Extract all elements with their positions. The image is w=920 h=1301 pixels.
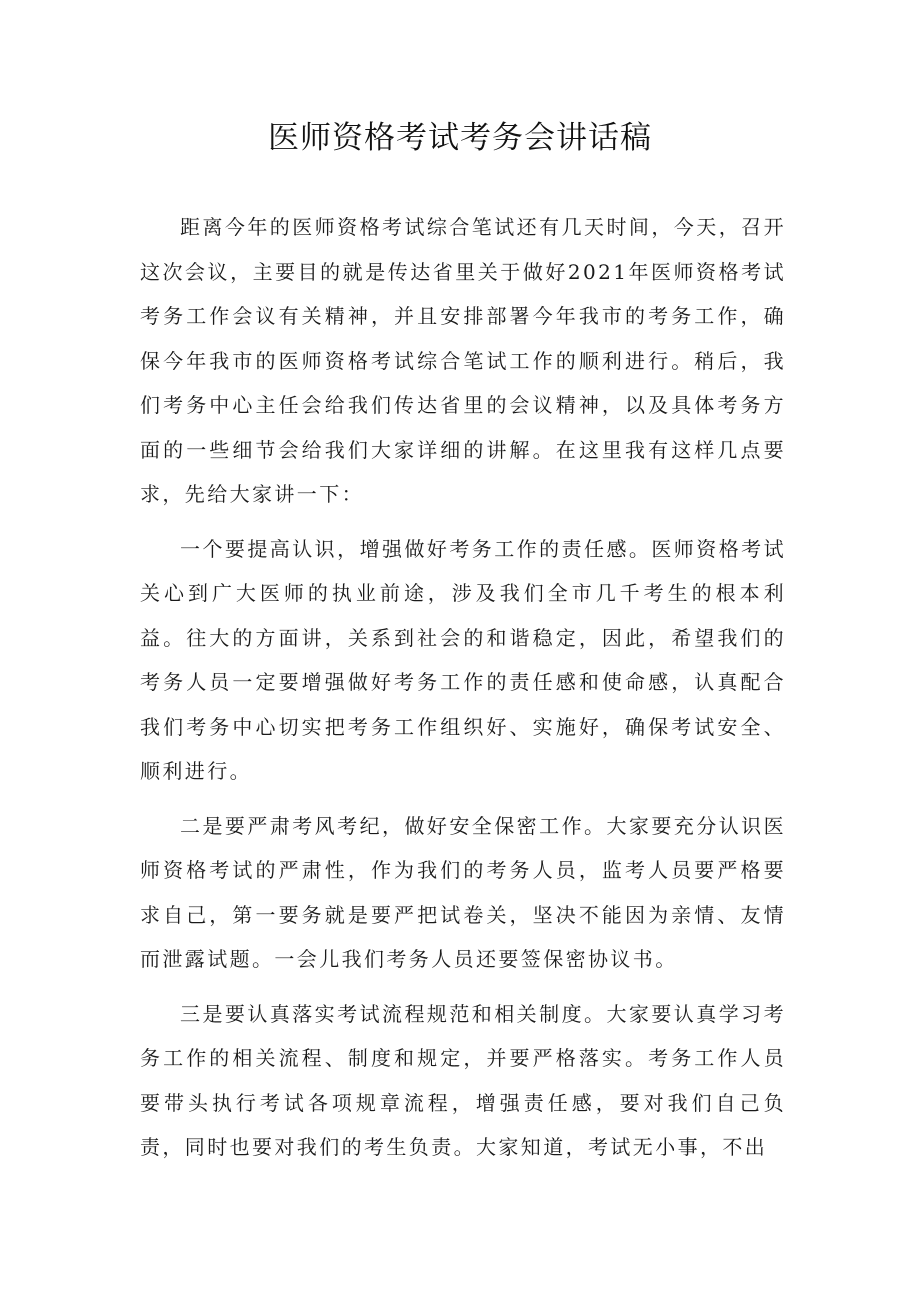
document-title: 医师资格考试考务会讲话稿 bbox=[268, 120, 652, 156]
paragraph-point-two: 二是要严肃考风考纪，做好安全保密工作。大家要充分认识医师资格考试的严肃性，作为我们的考务人员，监考人员要严格要求自己，第一要务就是要严把试卷关，坚决不能因为亲情、友情而泄露试题。一会儿我们考务人员还要签保密协议书。 bbox=[140, 813, 786, 971]
paragraph-point-three: 三是要认真落实考试流程规范和相关制度。大家要认真学习考务工作的相关流程、制度和规定，并要严格落实。考务工作人员要带头执行考试各项规章流程，增强责任感，要对我们自己负责，同时也要对我们的考生负责。大家知道，考试无小事，不出 bbox=[140, 1001, 786, 1159]
document-body bbox=[140, 205, 786, 1180]
paragraph-point-one: 一个要提高认识，增强做好考务工作的责任感。医师资格考试关心到广大医师的执业前途，涉及我们全市几千考生的根本利益。往大的方面讲，关系到社会的和谐稳定，因此，希望我们的考务人员一定要增强做好考务工作的责任感和使命感，认真配合我们考务中心切实把考务工作组织好、实施好，确保考试安全、顺利进行。 bbox=[140, 536, 786, 783]
paragraph-intro: 距离今年的医师资格考试综合笔试还有几天时间，今天，召开这次会议，主要目的就是传达省里关于做好2021年医师资格考试考务工作会议有关精神，并且安排部署今年我市的考务工作，确保今年我市的医师资格考试综合笔试工作的顺利进行。稍后，我们考务中心主任会给我们传达省里的会议精神，以及具体考务方面的一些细节会给我们大家详细的讲解。在这里我有这样几点要求，先给大家讲一下： bbox=[140, 215, 786, 506]
